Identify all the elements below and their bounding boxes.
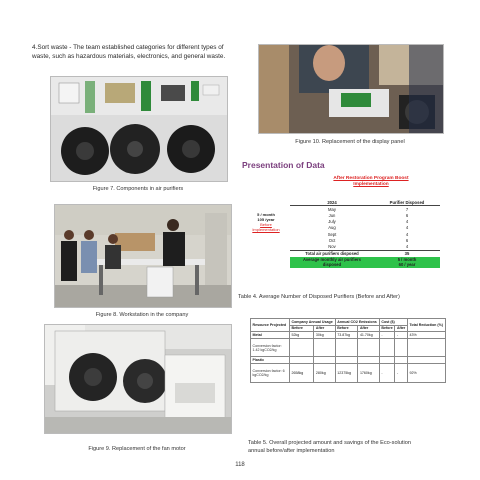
value-cell: 52kg	[290, 332, 314, 339]
value-cell: -	[395, 363, 408, 382]
col-after: After	[314, 325, 335, 332]
figure-7-photo	[50, 76, 228, 182]
value-cell: 92%	[407, 363, 445, 382]
note-monthly: 5 / month	[257, 212, 275, 217]
month-cell: Oct	[328, 237, 336, 243]
average-value-yearly: 60 / year	[398, 262, 416, 268]
value-cell: -	[395, 332, 408, 339]
value-cell: 41.70kg	[358, 332, 379, 339]
table-5-header-row	[251, 319, 446, 326]
value-cell	[395, 357, 408, 364]
month-cell: Aug	[328, 225, 336, 231]
col-after: After	[358, 325, 379, 332]
value-cell: -	[379, 332, 395, 339]
figure-8-caption: Figure 8. Workstation in the company	[95, 312, 189, 318]
value-cell	[407, 357, 445, 364]
value-cell	[314, 357, 335, 364]
before-implementation-note	[246, 212, 286, 232]
value-cell: 2658kg	[290, 363, 314, 382]
note-before: Before	[260, 222, 272, 227]
col-after: After	[395, 325, 408, 332]
table-5	[250, 318, 446, 383]
resource-cell: Conversion factor: 1.42 kgCO2/kg	[251, 338, 290, 357]
col-emissions: Annual CO2 Emissions	[335, 319, 379, 326]
average-label-line-1: Average monthly air purifiers	[302, 257, 362, 263]
col-company-usage: Company Annual Usage	[290, 319, 336, 326]
table-4-title-line-1: After Restoration Program Boost	[333, 176, 409, 181]
month-cell: May	[328, 206, 336, 212]
table-4-title-line-2: Implementation	[353, 181, 389, 187]
table-row	[251, 332, 446, 339]
total-value: 35	[374, 250, 440, 257]
table-row	[290, 206, 440, 213]
value-cell	[358, 338, 379, 357]
month-cell: Nov	[328, 243, 336, 249]
figure-10-photo	[258, 44, 444, 134]
value-cell: 73.87kg	[335, 332, 358, 339]
table-5-caption-line-1: Table 5. Overall projected amount and savings of the Eco-solution	[248, 440, 411, 446]
resource-cell: Plastic	[251, 357, 290, 364]
count-cell: 7	[405, 206, 409, 212]
col-before: Before	[335, 325, 358, 332]
month-cell: Jun	[328, 212, 336, 218]
count-cell: 4	[405, 243, 409, 249]
count-cell: 4	[405, 219, 409, 225]
value-cell	[395, 338, 408, 357]
value-cell: 1760kg	[358, 363, 379, 382]
month-cell: Sept	[327, 231, 337, 237]
figure-9-caption: Figure 9. Replacement of the fan motor	[88, 446, 186, 452]
value-cell: 43%	[407, 332, 445, 339]
note-implementation: Implementation	[252, 227, 280, 232]
count-cell: 4	[405, 231, 409, 237]
value-cell	[407, 338, 445, 357]
table-4	[290, 199, 440, 268]
section-title: Presentation of Data	[242, 160, 325, 170]
note-yearly: 105 /year	[257, 217, 275, 222]
col-disposed: Purifier Disposed	[374, 199, 440, 206]
table-row	[251, 363, 446, 382]
average-value	[374, 257, 440, 268]
col-total-reduction: Total Reduction (%)	[407, 319, 445, 332]
value-cell	[314, 338, 335, 357]
table-row	[290, 243, 440, 250]
count-cell: 6	[405, 237, 409, 243]
table-row	[251, 357, 446, 364]
figure-8-photo	[54, 204, 232, 308]
figure-9-photo	[44, 324, 232, 434]
value-cell	[379, 357, 395, 364]
table-4-total-row	[290, 250, 440, 257]
resource-cell: Conversion factor: 6 kgCO2/kg	[251, 363, 290, 382]
value-cell: 30kg	[314, 332, 335, 339]
average-label-line-2: disposed	[322, 262, 342, 268]
table-5-caption	[248, 440, 468, 455]
intro-paragraph: 4.Sort waste - The team established categories for different types of waste, such as hazardous materials, electronics, and general waste.	[32, 44, 226, 60]
count-cell: 6	[405, 212, 409, 218]
value-cell	[290, 338, 314, 357]
figure-10-caption: Figure 10. Replacement of the display panel	[295, 139, 405, 145]
value-cell: -	[379, 363, 395, 382]
value-cell: 12375kg	[335, 363, 358, 382]
table-4-average-row	[290, 257, 440, 268]
value-cell	[379, 338, 395, 357]
value-cell: 280kg	[314, 363, 335, 382]
figure-7-caption: Figure 7. Components in air purifiers	[92, 186, 184, 192]
value-cell	[335, 357, 358, 364]
value-cell	[335, 338, 358, 357]
count-cell: 4	[405, 225, 409, 231]
table-4-header-row	[290, 199, 440, 206]
resource-cell: Metal	[251, 332, 290, 339]
total-label: Total air purifiers disposed	[290, 250, 374, 257]
table-4-caption: Table 4. Average Number of Disposed Purifiers (Before and After)	[238, 294, 400, 300]
value-cell	[290, 357, 314, 364]
col-before: Before	[290, 325, 314, 332]
col-cost: Cost ($)	[379, 319, 407, 326]
month-cell: July	[328, 219, 336, 225]
average-label	[290, 257, 374, 268]
col-year: 2024	[290, 199, 374, 206]
table-5-caption-line-2: annual before/after implementation	[248, 447, 335, 454]
table-4-title	[313, 176, 429, 187]
page-number: 118	[235, 462, 245, 468]
col-before: Before	[379, 325, 395, 332]
average-value-monthly: 5 / month	[397, 257, 417, 263]
col-resource: Resource Projected	[251, 319, 290, 332]
table-row	[251, 338, 446, 357]
value-cell	[358, 357, 379, 364]
